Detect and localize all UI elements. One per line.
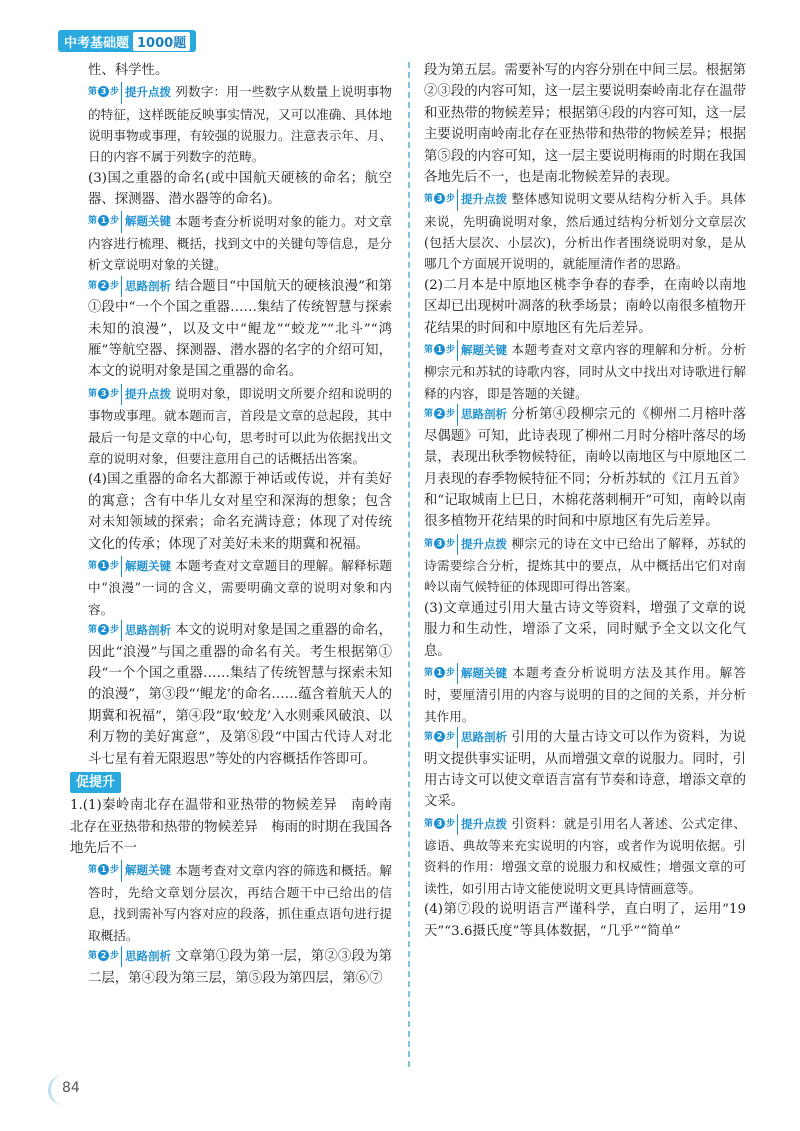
step-block: 第 1 步 解题关键 本题考查对文章内容的理解和分析。分析柳宗元和苏轼的诗歌内容，同时从文中找出对诗歌进行解释的内容，即是答题的关键。 [424,339,746,404]
answer-text: (2)二月本是中原地区桃李争春的春季，在南岭以南地区却已出现树叶凋落的秋季场景；南岭以南很多植物开花结果的时间和中原地区有先后差异。 [424,277,746,336]
book-header-tag [58,30,196,52]
step-block: 第 1 步 解题关键 本题考查对文章内容的筛选和概括。解答时，先给文章划分层次，再结合题干中已给出的信息，找到需补写内容对应的段落，抓住重点语句进行提取概括。 [70,860,392,946]
step-block: 第 1 步 解题关键 本题考查分析说明对象的能力。对文章内容进行梳理、概括，找到文中的关键句等信息，是分析文章说明对象的关键。 [70,211,392,276]
right-column [424,60,746,942]
answer-text: (3)文章通过引用大量古诗文等资料，增强了文章的说服力和生动性，增添了文采，同时赋予全文以文化气息。 [424,600,746,659]
step-badge: 第 2 步 思路剖析 [88,276,171,297]
answer-text: (3)国之重器的命名(或中国航天硬核的命名；航空器、探测器、潜水器等的命名)。 [88,170,392,208]
section-title: 促提升 [70,772,121,793]
step-block: 第 2 步 思路剖析 本文的说明对象是国之重器的命名，因此“浪漫”与国之重器的命名有关。考生根据第①段“一个个国之重器……集结了传统智慧与探索未知的浪漫”，第③段“‘鲲龙’的命名……蕴含着航天人的期冀和祝福”，第④段“取‘蛟龙’入水则乘风破浪、以利万物的美好寓意”，及第⑧段“中国古代诗人对北斗七星有着无限遐思”等处的内容概括作答即可。 [70,620,392,770]
answer-text: (4)国之重器的命名大都源于神话或传说，并有美好的寓意；含有中华儿女对星空和深海的想象；包含对未知领域的探索；命名充满诗意；体现了对传统文化的传承；体现了对美好未来的期冀和祝福。 [88,472,392,552]
step-badge: 第 1 步 解题关键 [88,211,171,232]
step-badge: 第 3 步 提升点拨 [424,814,507,835]
answer-text: 性、科学性。 [88,63,169,78]
step-badge: 第 3 步 提升点拨 [424,534,507,555]
page-number: 84 [62,1080,80,1096]
step-block: 第 2 步 思路剖析 结合题目“中国航天的硬核浪漫”和第①段中“一个个国之重器……集结了传统智慧与探索未知的浪漫”，以及文中“鲲龙”“蛟龙”“北斗”“鸿雁”等航空器、探测器、潜水器的名字的介绍可知，本文的说明对象是国之重器的命名。 [70,276,392,383]
column-divider [408,62,410,1067]
step-badge: 第 2 步 思路剖析 [424,404,507,425]
step-badge: 第 1 步 解题关键 [424,340,507,361]
step-block: 第 3 步 提升点拨 整体感知说明文要从结构分析入手。具体来说，先明确说明对象，然后通过结构分析划分文章层次(包括大层次、小层次)，分析出作者围绕说明对象，是从哪几个方面展开说明的，就能厘清作者的思路。 [424,188,746,274]
answer-text: 1.(1)秦岭南北存在温带和亚热带的物候差异 南岭南北存在亚热带和热带的物候差异 梅雨的时期在我国各地先后不一 [70,798,392,857]
step-badge: 第 1 步 解题关键 [88,556,171,577]
step-badge: 第 3 步 提升点拨 [424,189,507,210]
book-title: 中考基础题 [64,35,130,51]
step-block: 第 3 步 提升点拨 柳宗元的诗在文中已给出了解释，苏轼的诗需要综合分析，提炼其中的要点，从中概括出它们对南岭以南气候特征的体现即可得出答案。 [424,533,746,598]
step-block: 第 2 步 思路剖析 文章第①段为第一层，第②③段为第二层，第④段为第三层，第⑤段为第四层，第⑥⑦ [70,946,392,989]
step-block: 第 3 步 提升点拨 说明对象，即说明文所要介绍和说明的事物或事理。就本题而言，首段是文章的总起段，其中最后一句是文章的中心句，思考时可以此为依据找出文章的说明对象，但要注意用自己的话概括出答案。 [70,383,392,469]
step-badge: 第 3 步 提升点拨 [88,384,171,405]
step-block: 第 1 步 解题关键 本题考查分析说明方法及其作用。解答时，要厘清引用的内容与说明的目的之间的关系，并分析其作用。 [424,662,746,727]
step-badge: 第 3 步 提升点拨 [88,82,171,103]
step-block: 第 1 步 解题关键 本题考查对文章题目的理解。解释标题中“浪漫”一词的含义，需要明确文章的说明对象和内容。 [70,555,392,620]
step-block: 第 3 步 提升点拨 列数字：用一些数字从数量上说明事物的特征，这样既能反映事实情况，又可以准确、具体地说明事物或事理，有较强的说服力。注意表示年、月、日的内容不属于列数字的范畴。 [70,81,392,167]
answer-text: 段为第五层。需要补写的内容分别在中间三层。根据第②③段的内容可知，这一层主要说明秦岭南北存在温带和亚热带的物候差异；根据第④段的内容可知，这一层主要说明南岭南北存在亚热带和热带的物候差异；根据第⑤段的内容可知，这一层主要说明梅雨的时期在我国各地先后不一，也是南北物候差异的表现。 [424,63,746,186]
step-badge: 第 1 步 解题关键 [88,860,171,881]
step-block: 第 2 步 思路剖析 引用的大量古诗文可以作为资料，为说明文提供事实证明，从而增强文章的说服力。同时，引用古诗文可以使文章语言富有节奏和诗意，增添文章的文采。 [424,727,746,813]
step-badge: 第 1 步 解题关键 [424,663,507,684]
answer-text: (4)第⑦段的说明语言严谨科学，直白明了，运用“19天”“3.6摄氏度”等具体数据，“几乎”“简单” [424,902,746,939]
step-badge: 第 2 步 思路剖析 [88,946,171,967]
step-badge: 第 2 步 思路剖析 [424,727,507,748]
left-column [70,60,392,989]
step-block: 第 3 步 提升点拨 引资料：就是引用名人著述、公式定律、谚语、典故等来充实说明的内容，或者作为说明依据。引资料的作用：增强文章的说服力和权威性；增强文章的可读性，如引用古诗文能使说明文更具诗情画意等。 [424,813,746,899]
step-badge: 第 2 步 思路剖析 [88,620,171,641]
step-block: 第 2 步 思路剖析 分析第④段柳宗元的《柳州二月榕叶落尽偶题》可知，此诗表现了柳州二月时分榕叶落尽的场景，表现出秋季物候特征，南岭以南地区与中原地区二月表现的春季物候特征不同；分析苏轼的《江月五首》和“记取城南上巳日，木棉花落刺桐开”可知，南岭以南很多植物开花结果的时间和中原地区有先后差异。 [424,404,746,533]
book-count: 1000题 [133,32,190,51]
